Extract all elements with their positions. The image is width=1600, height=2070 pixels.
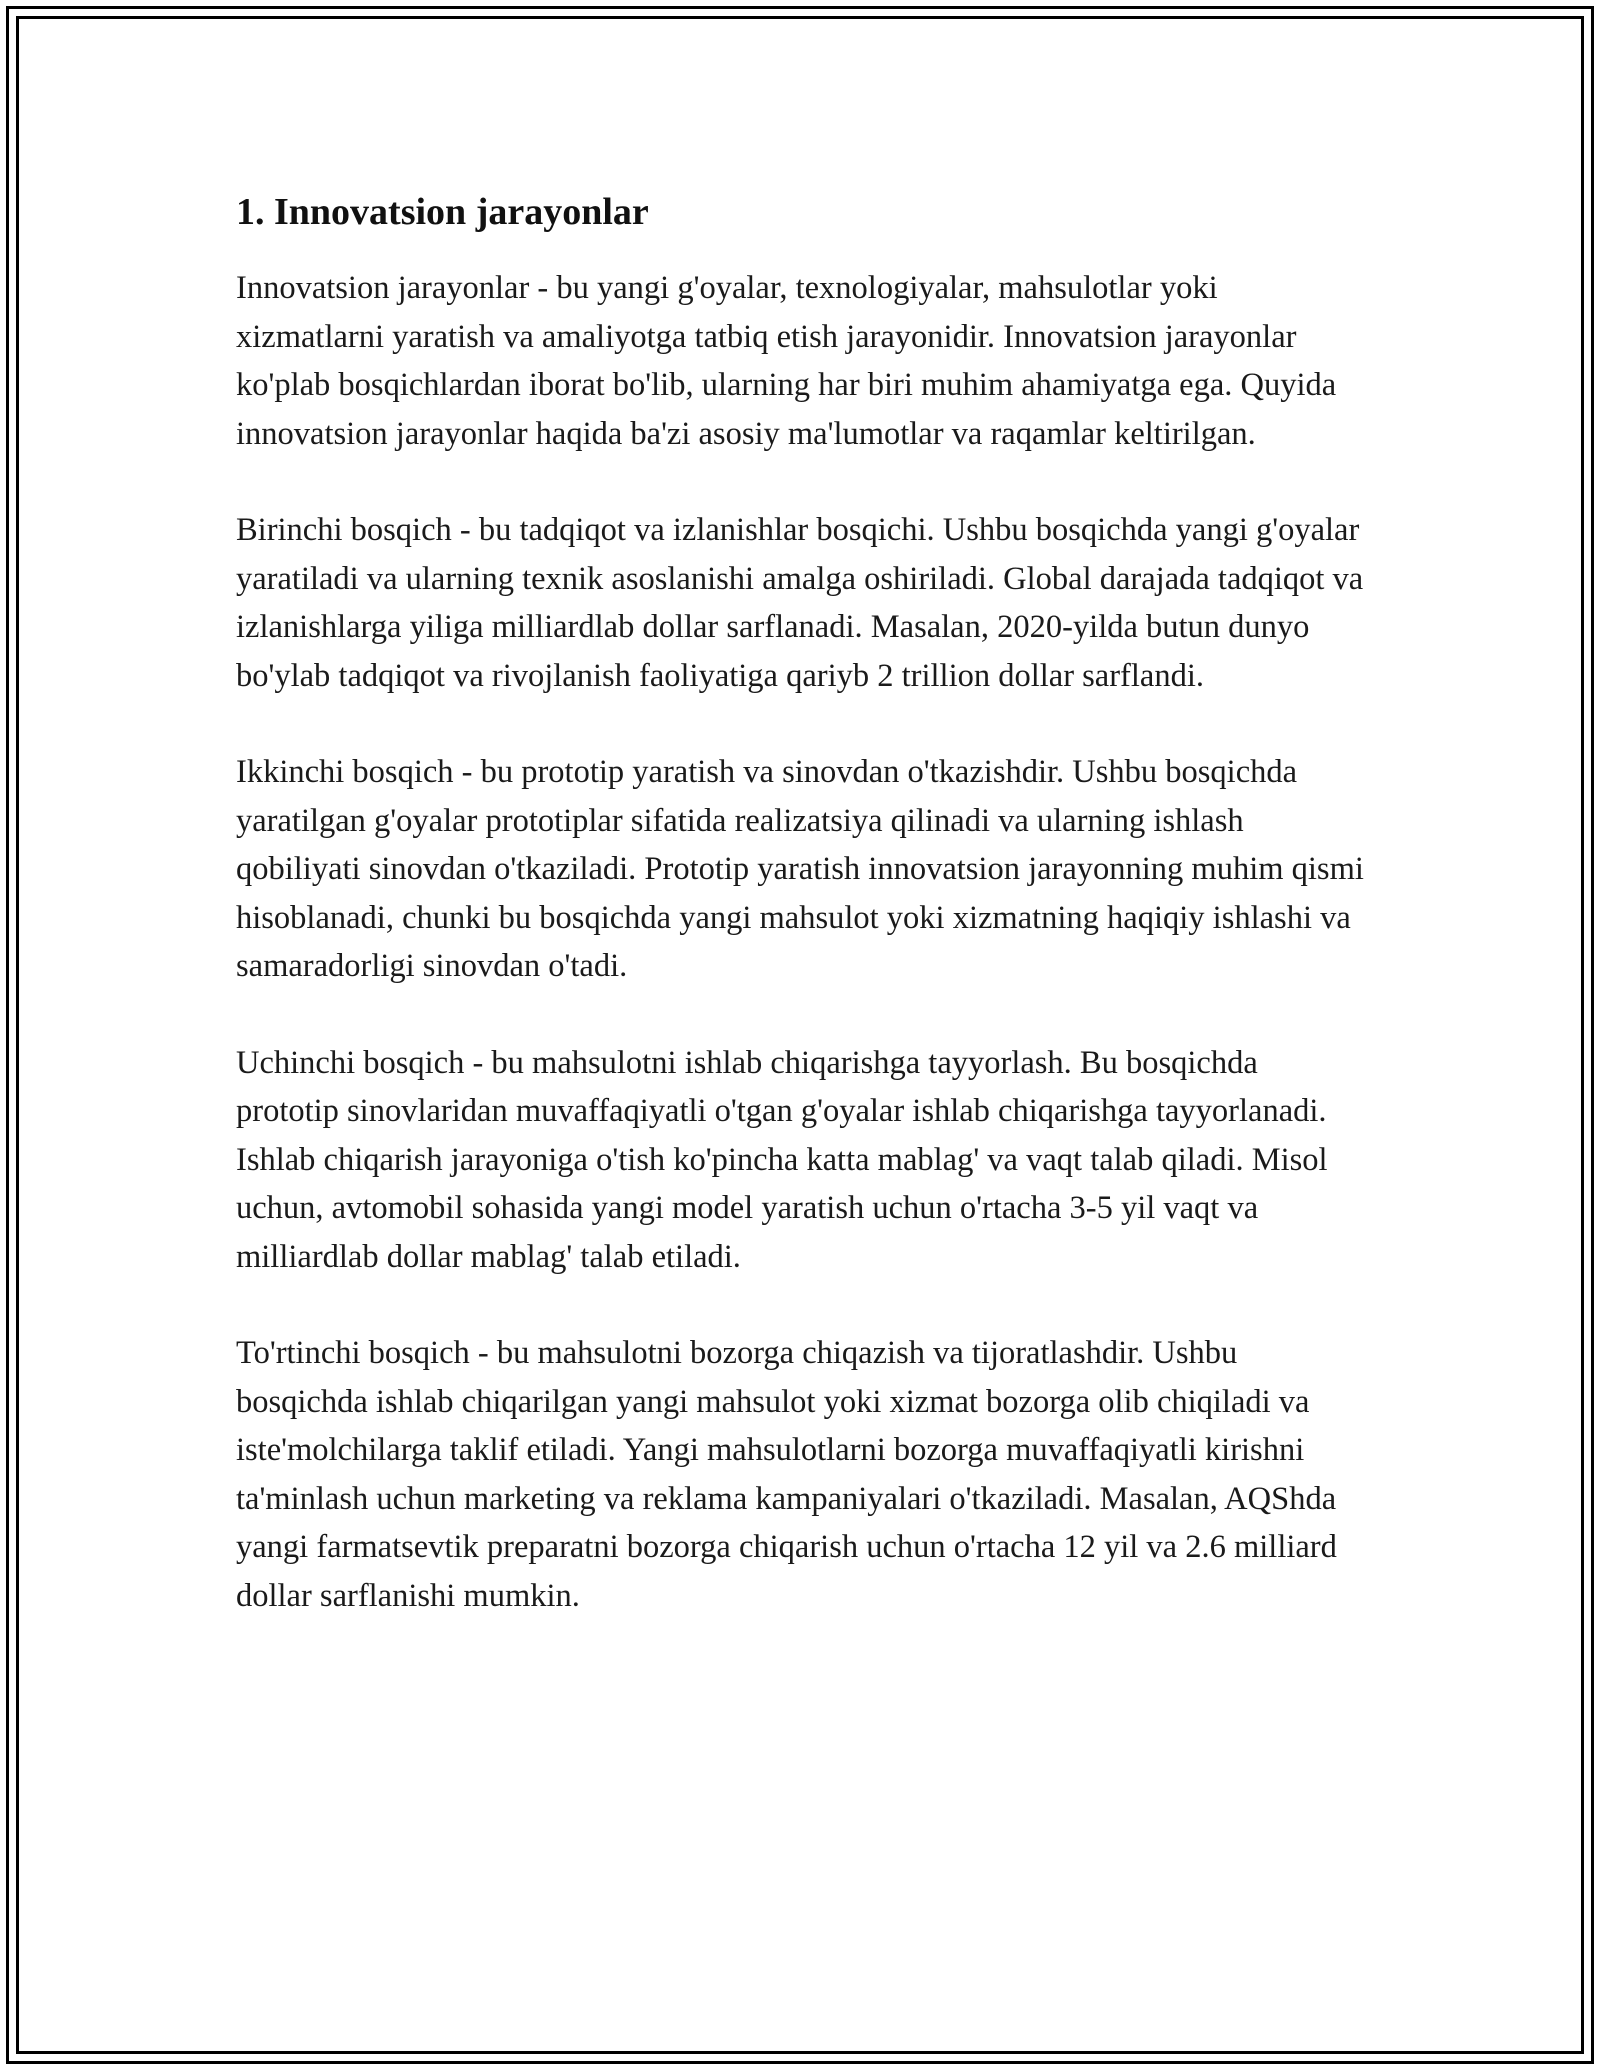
- section-heading: 1. Innovatsion jarayonlar: [236, 191, 649, 233]
- document-body: [236, 186, 1366, 1668]
- paragraph-stage-3: Uchinchi bosqich - bu mahsulotni ishlab chiqarishga tayyorlash. Bu bosqichda prototip sinovlaridan muvaffaqiyatli o'tgan g'oyalar ishlab chiqarishga tayyorlanadi. Ishlab chiqarish jarayoniga o'tish ko'pincha katta mablag' va vaqt talab qiladi. Misol uchun, avtomobil sohasida yangi model yaratish uchun o'rtacha 3-5 yil vaqt va milliardlab dollar mablag' talab etiladi.: [236, 1044, 1328, 1275]
- paragraph-stage-4: To'rtinchi bosqich - bu mahsulotni bozorga chiqazish va tijoratlashdir. Ushbu bosqichda ishlab chiqarilgan yangi mahsulot yoki xizmat bozorga olib chiqiladi va iste'molchilarga taklif etiladi. Yangi mahsulotlarni bozorga muvaffaqiyatli kirishni ta'minlash uchun marketing va reklama kampaniyalari o'tkaziladi. Masalan, AQShda yangi farmatsevtik preparatni bozorga chiqarish uchun o'rtacha 12 yil va 2.6 milliard dollar sarflanishi mumkin.: [236, 1335, 1337, 1614]
- paragraph-stage-1: Birinchi bosqich - bu tadqiqot va izlanishlar bosqichi. Ushbu bosqichda yangi g'oyalar yaratiladi va ularning texnik asoslanishi amalga oshiriladi. Global darajada tadqiqot va izlanishlarga yiliga milliardlab dollar sarflanadi. Masalan, 2020-yilda butun dunyo bo'ylab tadqiqot va rivojlanish faoliyatiga qariyb 2 trillion dollar sarflandi.: [236, 512, 1364, 694]
- paragraph-intro: Innovatsion jarayonlar - bu yangi g'oyalar, texnologiyalar, mahsulotlar yoki xizmatlarni yaratish va amaliyotga tatbiq etish jarayonidir. Innovatsion jarayonlar ko'plab bosqichlardan iborat bo'lib, ularning har biri muhim ahamiyatga ega. Quyida innovatsion jarayonlar haqida ba'zi asosiy ma'lumotlar va raqamlar keltirilgan.: [236, 270, 1337, 452]
- paragraph-stage-2: Ikkinchi bosqich - bu prototip yaratish va sinovdan o'tkazishdir. Ushbu bosqichda yaratilgan g'oyalar prototiplar sifatida realizatsiya qilinadi va ularning ishlash qobiliyati sinovdan o'tkaziladi. Prototip yaratish innovatsion jarayonning muhim qismi hisoblanadi, chunki bu bosqichda yangi mahsulot yoki xizmatning haqiqiy ishlashi va samaradorligi sinovdan o'tadi.: [236, 754, 1364, 984]
